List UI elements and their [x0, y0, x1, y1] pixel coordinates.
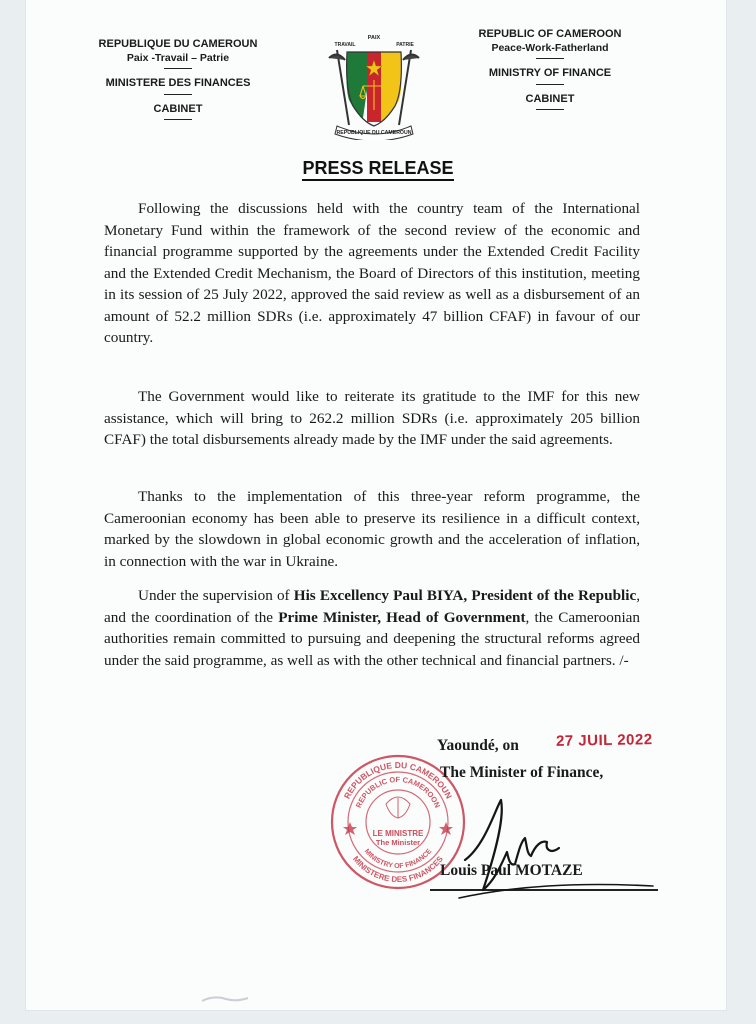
seal-center-en: The Minister [375, 838, 421, 847]
paragraph-4 [104, 585, 640, 671]
paragraph-1: Following the discussions held with the country team of the International Monetary Fund within the framework of the second review of the economic and financial programme supported by the agreements under the Extended Credit Facility and the Extended Credit Mechanism, the Board of Directors of this institution, meeting in its session of 25 July 2022, approved the said review as well as a disbursement of an amount of 52.2 million SDRs (i.e. approximately 47 billion CFAF) in favour of our country. [104, 200, 640, 346]
paragraph-2: The Government would like to reiterate its gratitude to the IMF for this new assistance, which will bring to 262.2 million SDRs (i.e. approximately 205 billion CFAF) the total disbursements already made by the IMF under the said agreements. [104, 388, 640, 448]
page-title [0, 158, 756, 179]
handwritten-signature [455, 790, 655, 900]
paragraph-4-text-3: , the Cameroonian authorities remain committed to pursuing and deepening the structural reforms agreed under the said programme, as well as with the other technical and financial partners. /- [104, 608, 641, 669]
header-right-country: REPUBLIC OF CAMEROON [478, 28, 622, 40]
coat-of-arms-emblem [315, 30, 433, 140]
header-divider [164, 68, 192, 69]
emblem-motto-right: PATRIE [396, 42, 414, 48]
paragraph-3: Thanks to the implementation of this three-year reform programme, the Cameroonian economy has been able to preserve its resilience in a difficult context, marked by the slowdown in global economic growth and the acceleration of inflation, in connection with the war in Ukraine. [104, 488, 640, 570]
header-divider [536, 109, 564, 110]
emblem-motto-center: PAIX [367, 35, 381, 41]
header-left-office: CABINET [153, 102, 203, 115]
header-divider [164, 119, 192, 120]
paragraph-4-text-1: Under the supervision of [138, 587, 294, 604]
paragraph-4-prime-minister: Prime Minister, Head of Government [278, 608, 526, 626]
seal-inner-top-text: REPUBLIC OF CAMEROON [353, 774, 443, 810]
seal-center-fr: LE MINISTRE [372, 829, 424, 838]
emblem-banner-text: REPUBLIQUE DU CAMEROUN [336, 130, 412, 136]
page-title-text: PRESS RELEASE [302, 158, 453, 181]
seal-outer-top-text: REPUBLIQUE DU CAMEROUN [341, 759, 455, 801]
header-left-motto: Paix -Travail – Patrie [126, 51, 230, 64]
signatory-title: The Minister of Finance, [440, 764, 604, 781]
shield-green [346, 52, 367, 118]
emblem-motto-left: TRAVAIL [334, 42, 356, 48]
header-left-country: REPUBLIQUE DU CAMEROUN [98, 38, 258, 50]
header-right-ministry: MINISTRY OF FINANCE [488, 66, 612, 79]
header-divider [164, 94, 192, 95]
paragraph-4-president: His Excellency Paul BIYA, President of the Republic [293, 587, 637, 604]
header-left-block [78, 38, 278, 128]
seal-inner-bottom-text: MINISTRY OF FINANCE [362, 847, 434, 871]
seal-outer-bottom-text: MINISTERE DES FINANCES [351, 854, 445, 885]
signing-place: Yaoundé, on [437, 737, 519, 754]
seal-emblem-icon [386, 797, 410, 818]
header-divider [536, 58, 564, 59]
header-right-office: CABINET [525, 92, 575, 105]
svg-text:MINISTRY OF FINANCE [363, 848, 434, 870]
header-divider [536, 84, 564, 85]
scan-smudge [200, 995, 250, 1003]
signatory-name: Louis Paul MOTAZE [440, 862, 583, 879]
header-right-block [450, 28, 650, 118]
paragraph-4-text-2: , and the coordination of the [104, 587, 640, 626]
header-right-motto: Peace-Work-Fatherland [491, 41, 609, 54]
date-stamp: 27 JUIL 2022 [555, 731, 653, 750]
header-left-ministry: MINISTERE DES FINANCES [105, 76, 251, 89]
